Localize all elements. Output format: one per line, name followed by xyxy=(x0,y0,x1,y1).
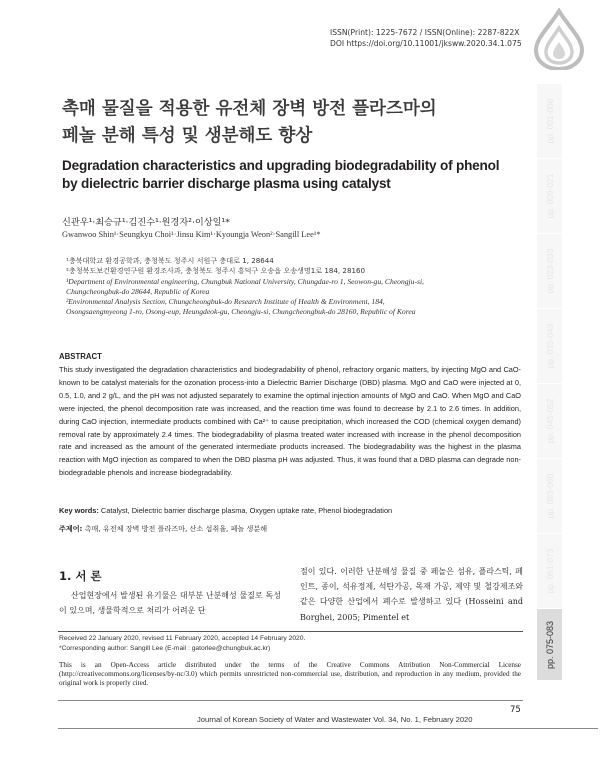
abstract-heading: ABSTRACT xyxy=(59,352,102,361)
affiliation-en-2a: ²Environmental Analysis Section, Chungcheongbuk-do Research Institute of Health & Environment, 184, xyxy=(66,297,385,307)
water-drop-logo-icon xyxy=(528,8,590,70)
sidebar-tab-active[interactable]: pp. 075-083 xyxy=(537,609,562,681)
keywords-korean xyxy=(59,524,521,534)
keywords-english xyxy=(59,506,521,515)
keywords-ko-text: 촉매, 유전체 장벽 방전 플라즈마, 산소 섭취율, 페놀 생분해 xyxy=(84,524,268,533)
abstract-body: This study investigated the degradation characteristics and biodegradability of phenol, refractory organic matters, by injecting MgO and CaO-known to be catalyst materials for the ozonation process-into a Dielectric Barrier Discharge (DBD) plasma. MgO and CaO were injected at 0, 0.5, 1.0, and 2 g/L, and the pH was not adjusted separately to examine the optimal injection amounts of MgO and CaO. When MgO and CaO were injected, the phenol decomposition rate was increased, and the reaction time was found to decrease by 2.1 to 2.6 times. In addition, during CaO injection, intermediate products combined with Ca²⁺ to cause precipitation, which increased the COD (chemical oxygen demand) removal rate by approximately 2.4 times. The biodegradability of plasma treated water increased with increase in the phenol decomposition rate and increased as the amount of the generated intermediate products increased. The biodegradability was the highest in the plasma reaction with MgO injection as compared to when the DBD plasma pH was adjusted. Thus, it was found that a DBD plasma can degrade non-biodegradable phenols and increase biodegradability. xyxy=(59,365,521,478)
sidebar-tab-1[interactable]: pp. 001-008 xyxy=(537,84,562,159)
english-title xyxy=(62,157,532,193)
affiliation-en-1b: Chungcheongbuk-do 28644, Republic of Korea xyxy=(66,286,210,296)
affiliation-en-1a: ¹Department of Environmental engineering, Chungbuk National University, Chungdae-ro 1, Seowon-gu, Cheongju-si, xyxy=(66,276,424,286)
footer-divider-bottom xyxy=(58,728,598,729)
sidebar-tab-7[interactable]: pp. 061-073 xyxy=(537,534,562,609)
sidebar-tab-6[interactable]: pp. 053-060 xyxy=(537,459,562,534)
english-title-line2: by dielectric barrier discharge plasma using catalyst xyxy=(62,176,391,191)
affiliation-ko-2: ²충청북도보건환경연구원 환경조사과, 충청북도 청주시 흥덕구 오송읍 오송생명1로 184, 28160 xyxy=(66,266,365,276)
doi-line[interactable]: DOI https://doi.org/10.11001/jksww.2020.34.1.075 xyxy=(330,38,522,48)
affiliation-en-2b: Osongsaengmyeong 1-ro, Osong-eup, Heungdeok-gu, Cheongju-si, Chungcheongbuk-do 28160, Republic of Korea xyxy=(66,307,416,317)
korean-title-line2: 페놀 분해 특성 및 생분해도 향상 xyxy=(62,126,313,146)
header-identifiers xyxy=(330,28,522,49)
section-heading-introduction: 1. 서 론 xyxy=(59,569,102,583)
footnote-dates xyxy=(59,634,305,653)
sidebar-tab-3[interactable]: pp. 023-033 xyxy=(537,234,562,309)
korean-title-line1: 촉매 물질을 적용한 유전체 장벽 방전 플라즈마의 xyxy=(62,99,437,119)
authors-english: Gwanwoo Shin¹·Seungkyu Choi¹·Jinsu Kim¹·Kyoungja Weon²·Sangill Lee¹* xyxy=(62,230,321,239)
affiliation-ko-1: ¹충북대학교 환경공학과, 충청북도 청주시 서원구 충대로 1, 28644 xyxy=(66,256,274,265)
footer-divider-top xyxy=(58,700,523,701)
english-title-line1: Degradation characteristics and upgrading biodegradability of phenol xyxy=(62,158,500,173)
body-text-column-1: 산업현장에서 발생된 유기물은 대부분 난분해성 물질로 독성이 있으며, 생물학적으로 처리가 어려운 단 xyxy=(59,591,281,615)
authors-korean: 신관우¹·최승규¹·김진수¹·원경자²·이상일¹* xyxy=(62,217,230,228)
korean-title xyxy=(62,96,522,150)
keywords-en-label: Key words: xyxy=(59,506,99,515)
keywords-en-text: Catalyst, Dielectric barrier discharge plasma, Oxygen uptake rate, Phenol biodegradation xyxy=(100,506,393,515)
open-access-notice: This is an Open-Access article distributed under the terms of the Creative Commons Attribution Non-Commercial License (http://creativecommons.org/licenses/by-nc/3.0) which permits unrestricted non-commercial use, distribution, and reproduction in any medium, provided the original work is properly cited. xyxy=(59,661,521,688)
keywords-ko-label: 주제어: xyxy=(59,524,83,533)
sidebar-tab-5[interactable]: pp. 045-052 xyxy=(537,384,562,459)
affiliations xyxy=(66,256,526,318)
journal-citation: Journal of Korean Society of Water and Wastewater Vol. 34, No. 1, February 2020 xyxy=(197,715,473,724)
body-text-column-2: 점이 있다. 이러한 난분해성 물질 중 페놀은 섬유, 플라스틱, 페인트, 종이, 석유정제, 석탄가공, 목재 가공, 제약 및 철강제조와 같은 다양한 산업에서 폐수로 발생하고 있다 (Hosseini and Borghei, 2005; Pimentel et xyxy=(300,567,523,622)
corresponding-author: *Corresponding author: Sangill Lee (E-mail : gatorlee@chungbuk.ac.kr) xyxy=(59,644,271,652)
sidebar-tab-4[interactable]: pp. 035-043 xyxy=(537,309,562,384)
issn-line: ISSN(Print): 1225-7672 / ISSN(Online): 2287-822X xyxy=(330,28,520,37)
footnote-divider xyxy=(58,631,523,632)
received-dates: Received 22 January 2020, revised 11 February 2020, accepted 14 February 2020. xyxy=(59,635,306,642)
sidebar-tab-2[interactable]: pp. 009-021 xyxy=(537,159,562,234)
article-page-range-sidebar xyxy=(537,84,562,680)
page-number: 75 xyxy=(510,705,521,715)
